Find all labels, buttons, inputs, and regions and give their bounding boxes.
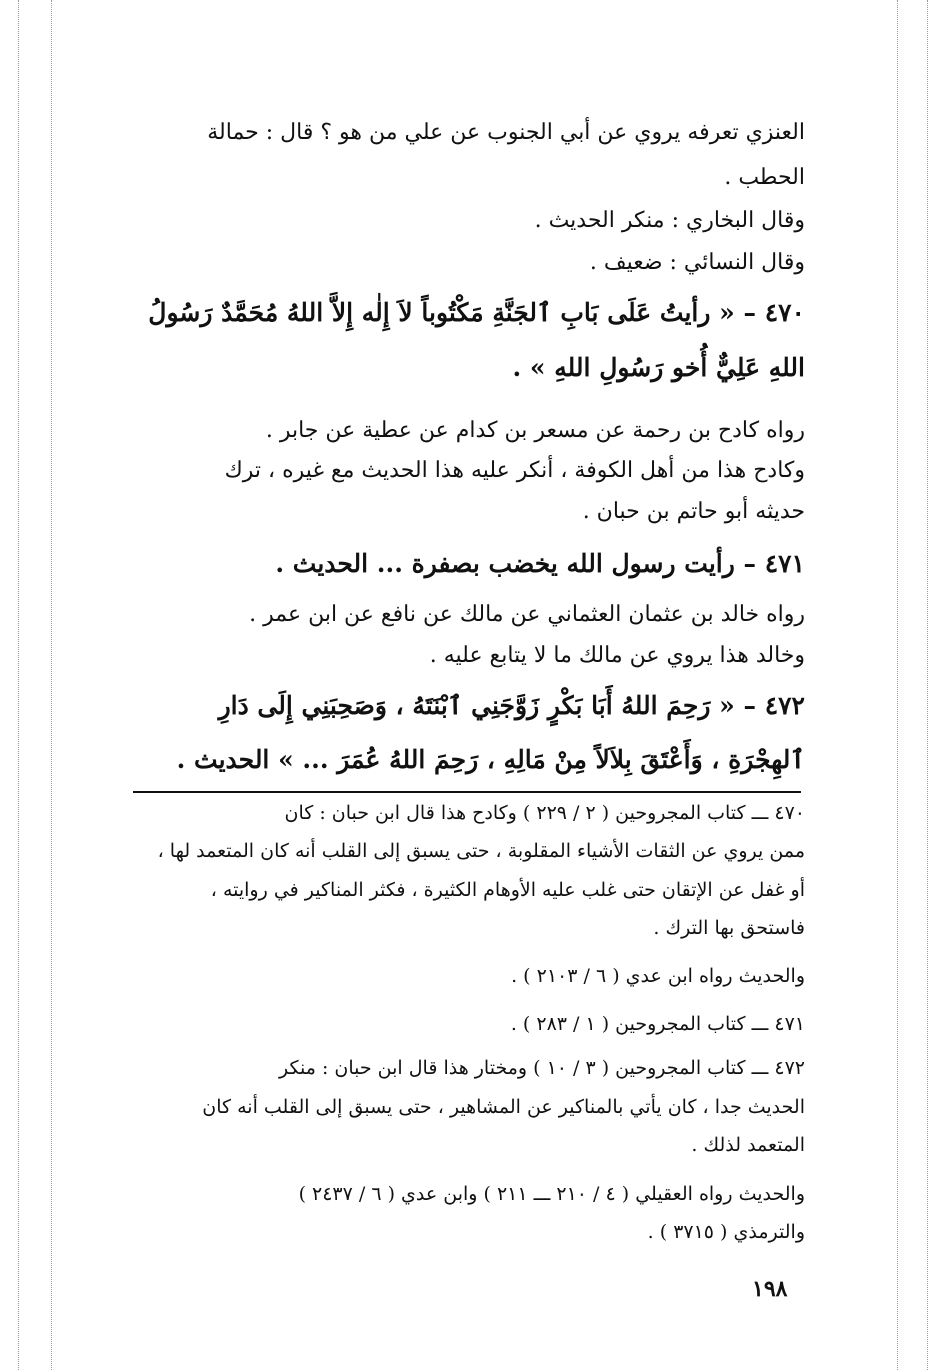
hadith-heading: ٱلهِجْرَةِ ، وَأَعْتَقَ بِلاَلاً مِنْ مَالِهِ ، رَحِمَ اللهُ عُمَرَ ... » الحديث . <box>176 745 805 774</box>
text-line: وكادح هذا من أهل الكوفة ، أنكر عليه هذا الحديث مع غيره ، ترك <box>224 458 805 483</box>
text-line: الحطب . <box>724 165 805 190</box>
footnote-separator <box>133 791 801 793</box>
footnote-line: ٤٧١ ـــ كتاب المجروحين ( ١ / ٢٨٣ ) . <box>510 1013 805 1035</box>
text-line: حديثه أبو حاتم بن حبان . <box>582 499 805 524</box>
footnote-line: فاستحق بها الترك . <box>653 917 805 939</box>
footnote-line: والحديث رواه ابن عدي ( ٦ / ٢١٠٣ ) . <box>511 965 805 987</box>
footnote-line: الحديث جدا ، كان يأتي بالمناكير عن المشاهير ، حتى يسبق إلى القلب أنه كان <box>202 1096 805 1118</box>
text-line: وقال النسائي : ضعيف . <box>589 250 805 275</box>
guide-line <box>927 0 928 1370</box>
text-line: العنزي تعرفه يروي عن أبي الجنوب عن علي من هو ؟ قال : حمالة <box>207 120 805 145</box>
page-number: ١٩٨ <box>752 1276 788 1302</box>
text-line: رواه خالد بن عثمان العثماني عن مالك عن نافع عن ابن عمر . <box>249 602 805 627</box>
hadith-heading: اللهِ عَلِيٌّ أُخو رَسُولِ اللهِ » . <box>512 353 805 382</box>
footnote-line: أو غفل عن الإتقان حتى غلب عليه الأوهام الكثيرة ، فكثر المناكير في روايته ، <box>210 879 805 901</box>
hadith-heading: ٤٧٢ – « رَحِمَ اللهُ أَبَا بَكْرٍ زَوَّجَنِي ٱبْنَتَهُ ، وَصَحِبَنِي إِلَى دَارِ <box>218 691 805 720</box>
footnote-line: المتعمد لذلك . <box>691 1134 805 1156</box>
footnote-line: ٤٧٠ ـــ كتاب المجروحين ( ٢ / ٢٢٩ ) وكادح هذا قال ابن حبان : كان <box>284 802 805 824</box>
footnote-line: والترمذي ( ٣٧١٥ ) . <box>647 1221 805 1243</box>
hadith-heading: ٤٧١ – رأيت رسول الله يخضب بصفرة ... الحديث . <box>275 549 805 578</box>
footnote-line: ممن يروي عن الثقات الأشياء المقلوبة ، حتى يسبق إلى القلب أنه كان المتعمد لها ، <box>157 840 805 862</box>
footnote-line: والحديث رواه العقيلي ( ٤ / ٢١٠ ـــ ٢١١ ) وابن عدي ( ٦ / ٢٤٣٧ ) <box>298 1183 805 1205</box>
text-line: وخالد هذا يروي عن مالك ما لا يتابع عليه . <box>429 643 805 668</box>
text-line: رواه كادح بن رحمة عن مسعر بن كدام عن عطية عن جابر . <box>265 418 805 443</box>
text-line: وقال البخاري : منكر الحديث . <box>534 208 805 233</box>
footnote-line: ٤٧٢ ـــ كتاب المجروحين ( ٣ / ١٠ ) ومختار هذا قال ابن حبان : منكر <box>279 1057 805 1079</box>
guide-line <box>18 0 19 1370</box>
guide-line <box>51 0 52 1370</box>
guide-line <box>897 0 898 1370</box>
hadith-heading: ٤٧٠ – « رأيتُ عَلَى بَابِ ٱلجَنَّةِ مَكْتُوباً لاَ إِلٰه إِلاَّ اللهُ مُحَمَّدٌ رَسُولُ <box>148 298 805 327</box>
